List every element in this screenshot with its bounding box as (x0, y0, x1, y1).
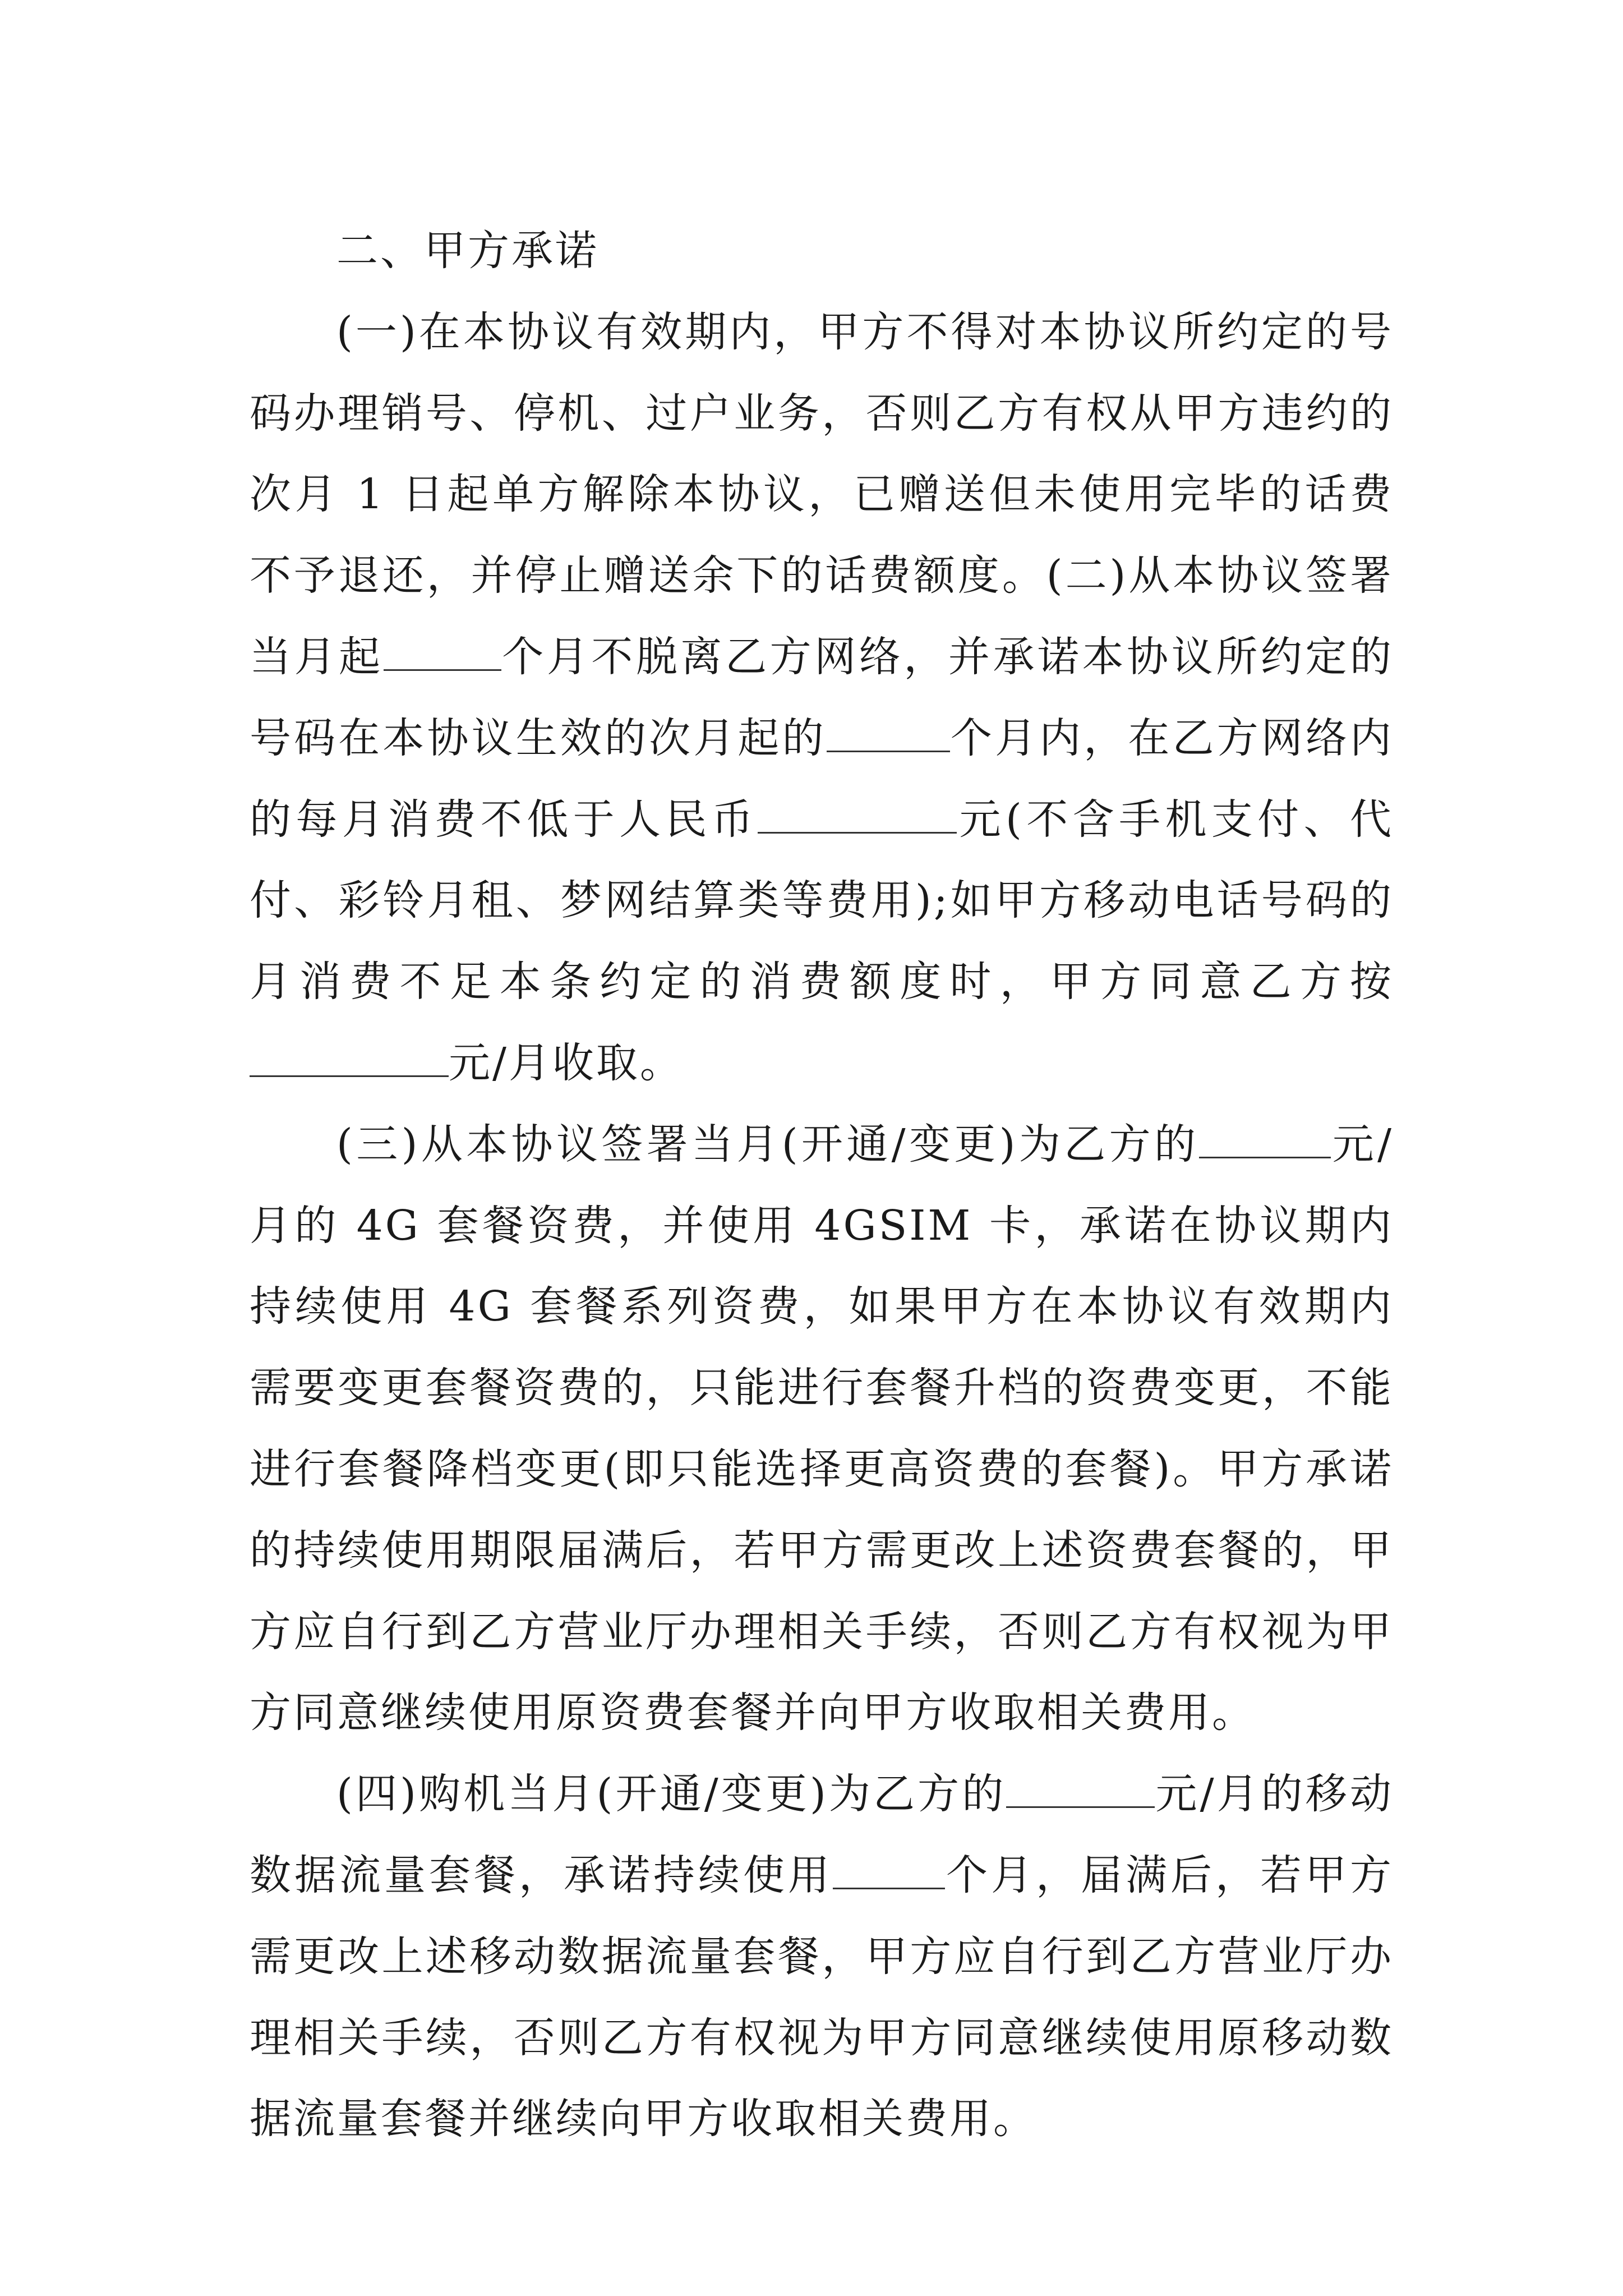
blank-field-min-amount (758, 798, 957, 834)
paragraph-section-3 (250, 1104, 1394, 1754)
paragraph-text: 个月，届满后，若甲方需更改上述移动数据流量套餐，甲方应自行到乙方营业厅办理相关手续，否则乙方有权视为甲方同意继续使用原移动数据流量套餐并继续向甲方收取相关费用。 (250, 1851, 1394, 2143)
paragraph-text: (一)在本协议有效期内，甲方不得对本协议所约定的号码办理销号、停机、过户业务，否则乙方有权从甲方违约的次月 1 日起单方解除本协议，已赠送但未使用完毕的话费不予退还，并停止赠送余下的话费额度。(二)从本协议签署当月起 (250, 307, 1394, 681)
paragraph-text: 元/月的移动数据流量套餐，承诺持续使用 (250, 1770, 1394, 1899)
blank-field-months-consumption (827, 717, 950, 752)
paragraph-text: 元/月收取。 (449, 1038, 684, 1087)
blank-field-data-package-fee (1006, 1773, 1155, 1808)
paragraph-text: (四)购机当月(开通/变更)为乙方的 (336, 1770, 1007, 1819)
paragraph-section-4 (250, 1754, 1394, 2160)
section-heading: 二、甲方承诺 (336, 227, 599, 275)
paragraph-text: 元(不含手机支付、代付、彩铃月租、梦网结算类等费用);如甲方移动电话号码的月消费不足本条约定的消费额度时，甲方同意乙方按 (250, 795, 1394, 1006)
paragraph-text: 元/月的 4G 套餐资费，并使用 4GSIM 卡，承诺在协议期内持续使用 4G 套餐系列资费，如果甲方在本协议有效期内需要变更套餐资费的，只能进行套餐升档的资费变更，不能进行套餐降档变更(即只能选择更高资费的套餐)。甲方承诺的持续使用期限届满后，若甲方需更改上述资费套餐的，甲方应自行到乙方营业厅办理相关手续，否则乙方有权视为甲方同意继续使用原资费套餐并向甲方收取相关费用。 (250, 1120, 1394, 1737)
paragraph-text: 个月不脱离乙方网络，并承诺本协议所约定的号码在本协议生效的次月起的 (250, 632, 1394, 762)
blank-field-4g-package-fee (1199, 1123, 1331, 1158)
blank-field-charge-rate (250, 1042, 449, 1077)
blank-field-months-no-leave (384, 636, 501, 671)
paragraph-text: (三)从本协议签署当月(开通/变更)为乙方的 (336, 1120, 1200, 1168)
paragraph-section-1-2 (250, 292, 1394, 1104)
paragraph-text: 个月内，在乙方网络内的每月消费不低于人民币 (250, 714, 1394, 844)
blank-field-data-months (833, 1854, 945, 1889)
document-body (250, 210, 1394, 2160)
